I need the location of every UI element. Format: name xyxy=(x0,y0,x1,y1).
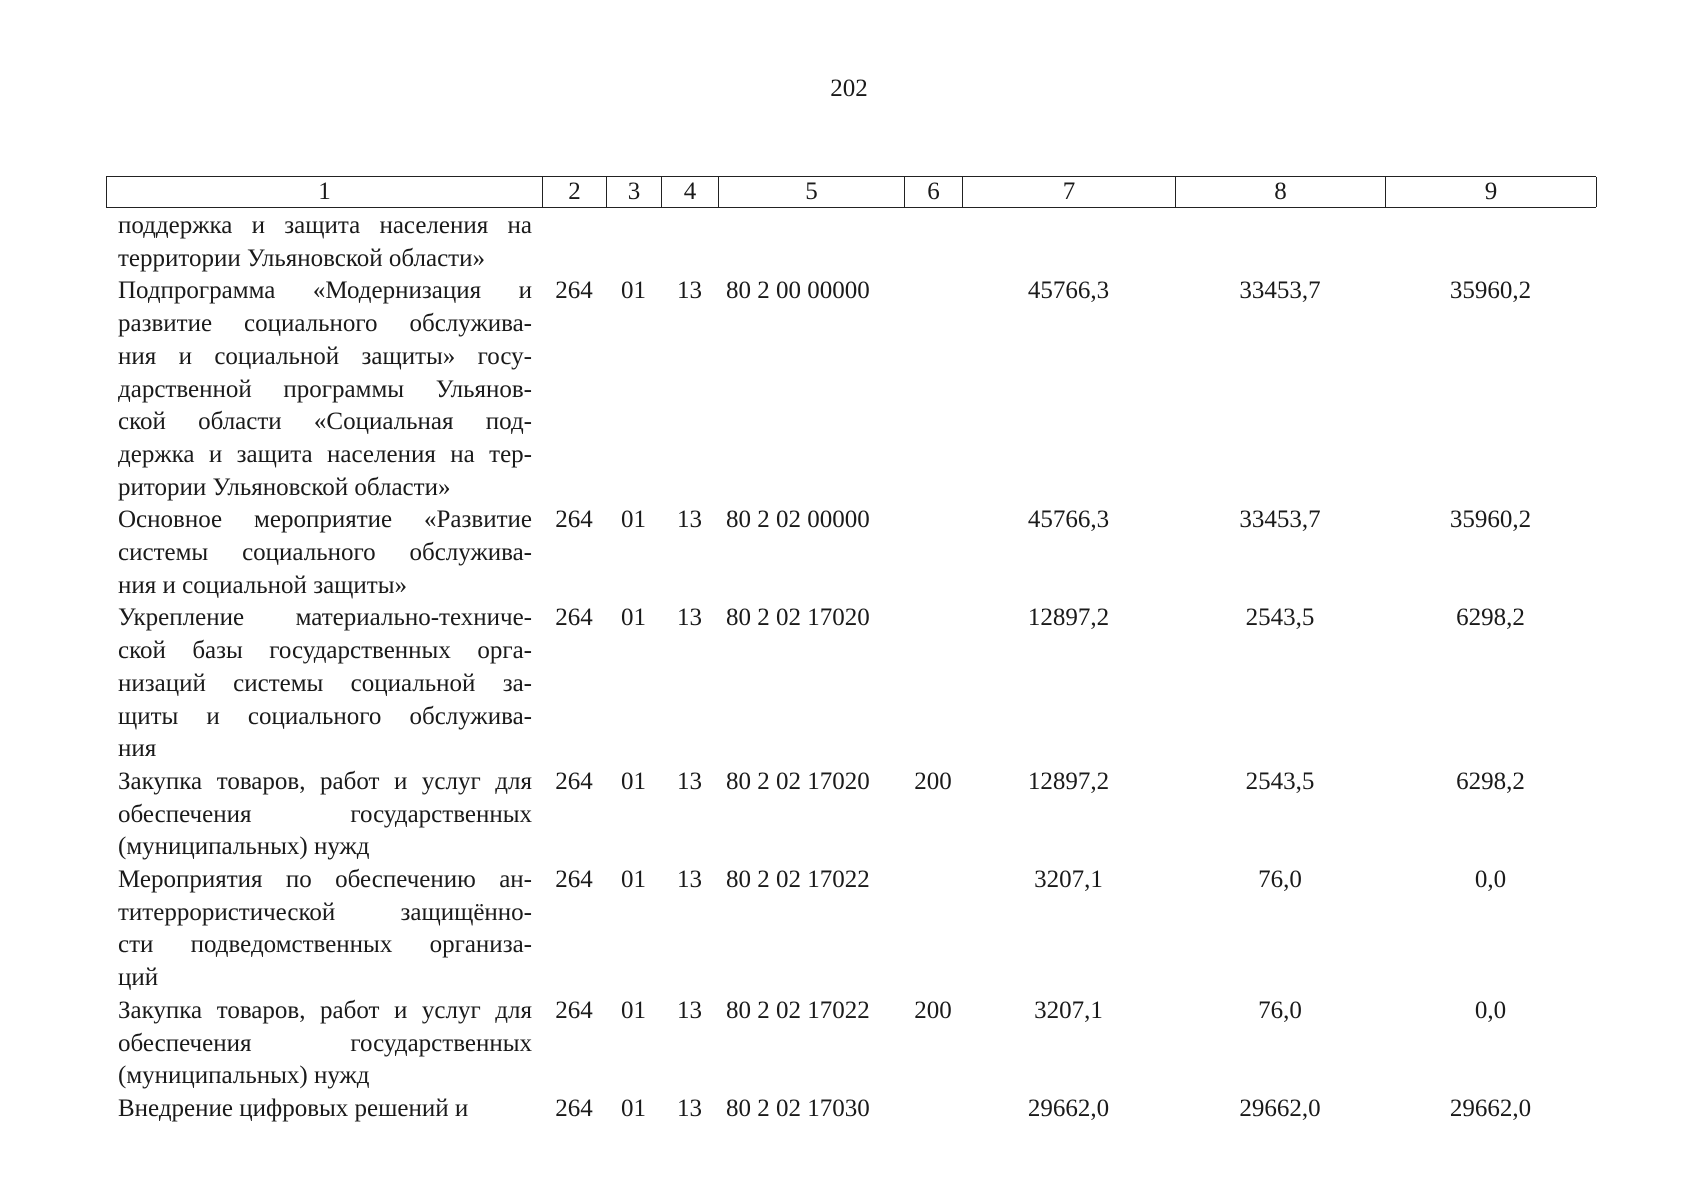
description-line: ской области «Социальная под- xyxy=(118,408,532,436)
description-line: обеспечения государственных xyxy=(118,1029,532,1057)
cell-col-6 xyxy=(904,504,962,602)
cell-col-7: 3207,1 xyxy=(1034,866,1103,894)
cell-col-6: 200 xyxy=(914,996,952,1024)
cell-col-4: 13 xyxy=(677,996,702,1024)
cell-col-2: 264 xyxy=(555,1094,593,1122)
cell-col-6 xyxy=(904,1093,962,1126)
cell-col-8: 2543,5 xyxy=(1245,767,1315,795)
cell-col-2: 264 xyxy=(555,767,593,795)
row-description xyxy=(106,864,542,995)
cell-col-9: 6298,2 xyxy=(1456,604,1525,632)
table-row xyxy=(106,1093,1596,1126)
cell-col-2 xyxy=(542,210,606,275)
cell-col-4 xyxy=(661,210,718,275)
description-line: титеррористической защищённо- xyxy=(118,898,532,926)
cell-col-3: 01 xyxy=(621,866,646,894)
cell-col-9 xyxy=(1385,210,1596,275)
column-header-9: 9 xyxy=(1386,177,1597,207)
cell-col-5: 80 2 02 17030 xyxy=(726,1094,870,1122)
cell-col-6 xyxy=(904,864,962,995)
cell-col-6 xyxy=(904,275,962,504)
cell-col-5: 80 2 02 17020 xyxy=(726,767,870,795)
column-header-5: 5 xyxy=(719,177,905,207)
cell-col-8: 2543,5 xyxy=(1245,604,1315,632)
cell-col-5 xyxy=(718,210,904,275)
description-line: Внедрение цифровых решений и xyxy=(118,1094,469,1122)
description-line: Укрепление материально-техниче- xyxy=(118,604,532,632)
cell-col-9: 35960,2 xyxy=(1449,277,1532,305)
description-line: Закупка товаров, работ и услуг для xyxy=(118,767,532,795)
row-description xyxy=(106,504,542,602)
cell-col-9: 6298,2 xyxy=(1456,767,1525,795)
description-line: держка и защита населения на тер- xyxy=(118,440,532,468)
column-header-4: 4 xyxy=(662,177,719,207)
cell-col-4: 13 xyxy=(677,506,702,534)
description-line: ской базы государственных орга- xyxy=(118,637,532,665)
cell-col-3: 01 xyxy=(621,604,646,632)
cell-col-7: 12897,2 xyxy=(1027,604,1110,632)
cell-col-2: 264 xyxy=(555,996,593,1024)
cell-col-3: 01 xyxy=(621,1094,646,1122)
cell-col-6 xyxy=(904,602,962,766)
description-line: щиты и социального обслужива- xyxy=(118,702,532,730)
description-line: территории Ульяновской области» xyxy=(118,244,485,272)
description-line: сти подведомственных организа- xyxy=(118,931,532,959)
cell-col-3: 01 xyxy=(621,767,646,795)
table-row xyxy=(106,766,1596,864)
description-line: поддержка и защита населения на xyxy=(118,212,532,239)
cell-col-5: 80 2 00 00000 xyxy=(726,277,870,305)
column-header-1: 1 xyxy=(107,177,543,207)
description-line: развитие социального обслужива- xyxy=(118,310,532,338)
cell-col-7: 29662,0 xyxy=(1027,1094,1110,1122)
cell-col-3: 01 xyxy=(621,506,646,534)
description-line: Мероприятия по обеспечению ан- xyxy=(118,866,532,894)
description-line: дарственной программы Ульянов- xyxy=(118,375,532,403)
cell-col-3: 01 xyxy=(621,996,646,1024)
description-line: Закупка товаров, работ и услуг для xyxy=(118,996,532,1024)
cell-col-2: 264 xyxy=(555,506,593,534)
description-line: системы социального обслужива- xyxy=(118,539,532,567)
table-body xyxy=(106,208,1596,1126)
cell-col-2: 264 xyxy=(555,277,593,305)
cell-col-9: 0,0 xyxy=(1474,866,1507,894)
row-description xyxy=(106,1093,542,1126)
cell-col-3 xyxy=(606,210,661,275)
cell-col-9: 35960,2 xyxy=(1449,506,1532,534)
row-description xyxy=(106,766,542,864)
cell-col-8: 76,0 xyxy=(1258,996,1302,1024)
cell-col-3: 01 xyxy=(621,277,646,305)
table-row xyxy=(106,864,1596,995)
cell-col-8 xyxy=(1175,210,1385,275)
table-row xyxy=(106,995,1596,1093)
row-description xyxy=(106,602,542,766)
description-line: (муниципальных) нужд xyxy=(118,833,370,861)
cell-col-7 xyxy=(962,210,1175,275)
cell-col-8: 33453,7 xyxy=(1239,277,1321,305)
cell-col-9: 0,0 xyxy=(1474,996,1507,1024)
cell-col-4: 13 xyxy=(677,866,702,894)
table-row xyxy=(106,504,1596,602)
cell-col-8: 29662,0 xyxy=(1239,1094,1321,1122)
cell-col-6: 200 xyxy=(914,767,952,795)
page-number: 202 xyxy=(830,75,868,102)
cell-col-8: 76,0 xyxy=(1258,866,1302,894)
table-row xyxy=(106,275,1596,504)
description-line: (муниципальных) нужд xyxy=(118,1062,370,1090)
column-header-3: 3 xyxy=(607,177,662,207)
cell-col-7: 45766,3 xyxy=(1027,277,1110,305)
column-header-6: 6 xyxy=(905,177,963,207)
table-row xyxy=(106,210,1596,275)
budget-table xyxy=(106,176,1596,1126)
cell-col-9: 29662,0 xyxy=(1449,1094,1532,1122)
cell-col-7: 45766,3 xyxy=(1027,506,1110,534)
cell-col-4: 13 xyxy=(677,1094,702,1122)
column-header-8: 8 xyxy=(1176,177,1386,207)
description-line: ния и социальной защиты» xyxy=(118,571,408,599)
row-description xyxy=(106,995,542,1093)
column-header-7: 7 xyxy=(963,177,1176,207)
cell-col-5: 80 2 02 17022 xyxy=(726,996,870,1024)
row-description xyxy=(106,210,542,275)
cell-col-8: 33453,7 xyxy=(1239,506,1321,534)
cell-col-7: 12897,2 xyxy=(1027,767,1110,795)
cell-col-5: 80 2 02 17020 xyxy=(726,604,870,632)
cell-col-4: 13 xyxy=(677,277,702,305)
table-row xyxy=(106,602,1596,766)
cell-col-4: 13 xyxy=(677,767,702,795)
cell-col-7: 3207,1 xyxy=(1034,996,1103,1024)
description-line: низаций системы социальной за- xyxy=(118,669,532,697)
description-line: обеспечения государственных xyxy=(118,800,532,828)
description-line: ния и социальной защиты» госу- xyxy=(118,342,532,370)
cell-col-4: 13 xyxy=(677,604,702,632)
description-line: ния xyxy=(118,735,157,763)
description-line: Основное мероприятие «Развитие xyxy=(118,506,532,534)
column-header-2: 2 xyxy=(543,177,607,207)
cell-col-5: 80 2 02 00000 xyxy=(726,506,870,534)
description-line: ций xyxy=(118,964,159,992)
cell-col-2: 264 xyxy=(555,866,593,894)
row-description xyxy=(106,275,542,504)
cell-col-2: 264 xyxy=(555,604,593,632)
table-header xyxy=(106,176,1596,208)
cell-col-6 xyxy=(904,210,962,275)
cell-col-5: 80 2 02 17022 xyxy=(726,866,870,894)
description-line: Подпрограмма «Модернизация и xyxy=(118,277,532,305)
description-line: ритории Ульяновской области» xyxy=(118,473,451,501)
